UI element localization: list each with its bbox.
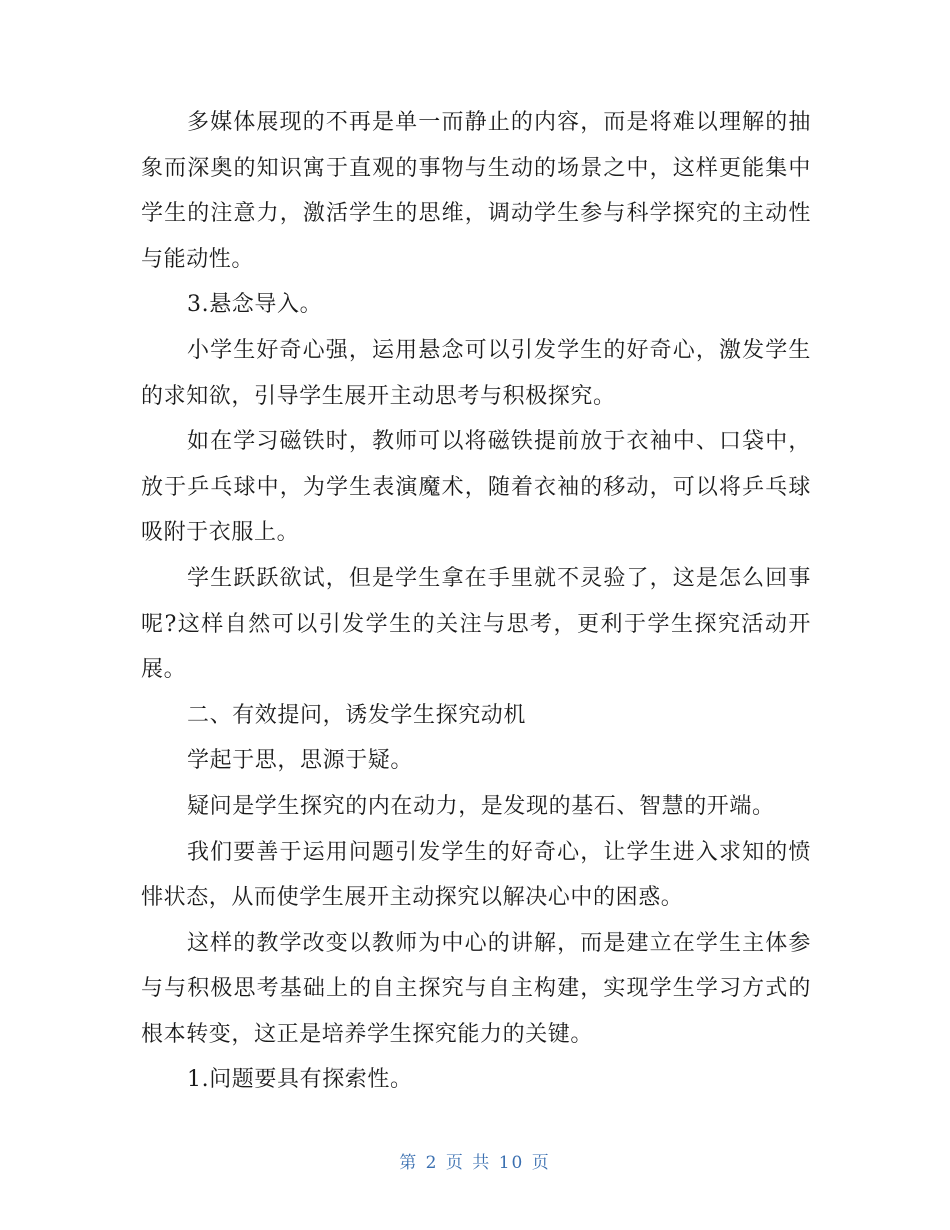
- paragraph: 学生跃跃欲试，但是学生拿在手里就不灵验了，这是怎么回事呢?这样自然可以引发学生的关注与思考，更利于学生探究活动开展。: [141, 565, 811, 683]
- paragraph: 这样的教学改变以教师为中心的讲解，而是建立在学生主体参与与积极思考基础上的自主探究与自主构建，实现学生学习方式的根本转变，这正是培养学生探究能力的关键。: [141, 930, 811, 1047]
- paragraph: 小学生好奇心强，运用悬念可以引发学生的好奇心，激发学生的求知欲，引导学生展开主动思考与积极探究。: [141, 337, 811, 409]
- paragraph: 疑问是学生探究的内在动力，是发现的基石、智慧的开端。: [187, 793, 775, 819]
- paragraph: 3.悬念导入。: [187, 292, 323, 318]
- paragraph: 如在学习磁铁时，教师可以将磁铁提前放于衣袖中、口袋中，放于乒乓球中，为学生表演魔术，随着衣袖的移动，可以将乒乓球吸附于衣服上。: [141, 429, 811, 546]
- paragraph: 多媒体展现的不再是单一而静止的内容，而是将难以理解的抽象而深奥的知识寓于直观的事物与生动的场景之中，这样更能集中学生的注意力，激活学生的思维，调动学生参与科学探究的主动性与能动性。: [141, 110, 811, 272]
- paragraph: 我们要善于运用问题引发学生的好奇心，让学生进入求知的愤悱状态，从而使学生展开主动探究以解决心中的困惑。: [141, 839, 811, 911]
- section-heading: 二、有效提问，诱发学生探究动机: [187, 702, 527, 728]
- document-body: [141, 100, 811, 1103]
- paragraph: 学起于思，思源于疑。: [187, 748, 414, 774]
- subsection-heading: 1.问题要具有探索性。: [187, 1067, 413, 1093]
- page-number-footer: 第 2 页 共 10 页: [399, 1153, 551, 1173]
